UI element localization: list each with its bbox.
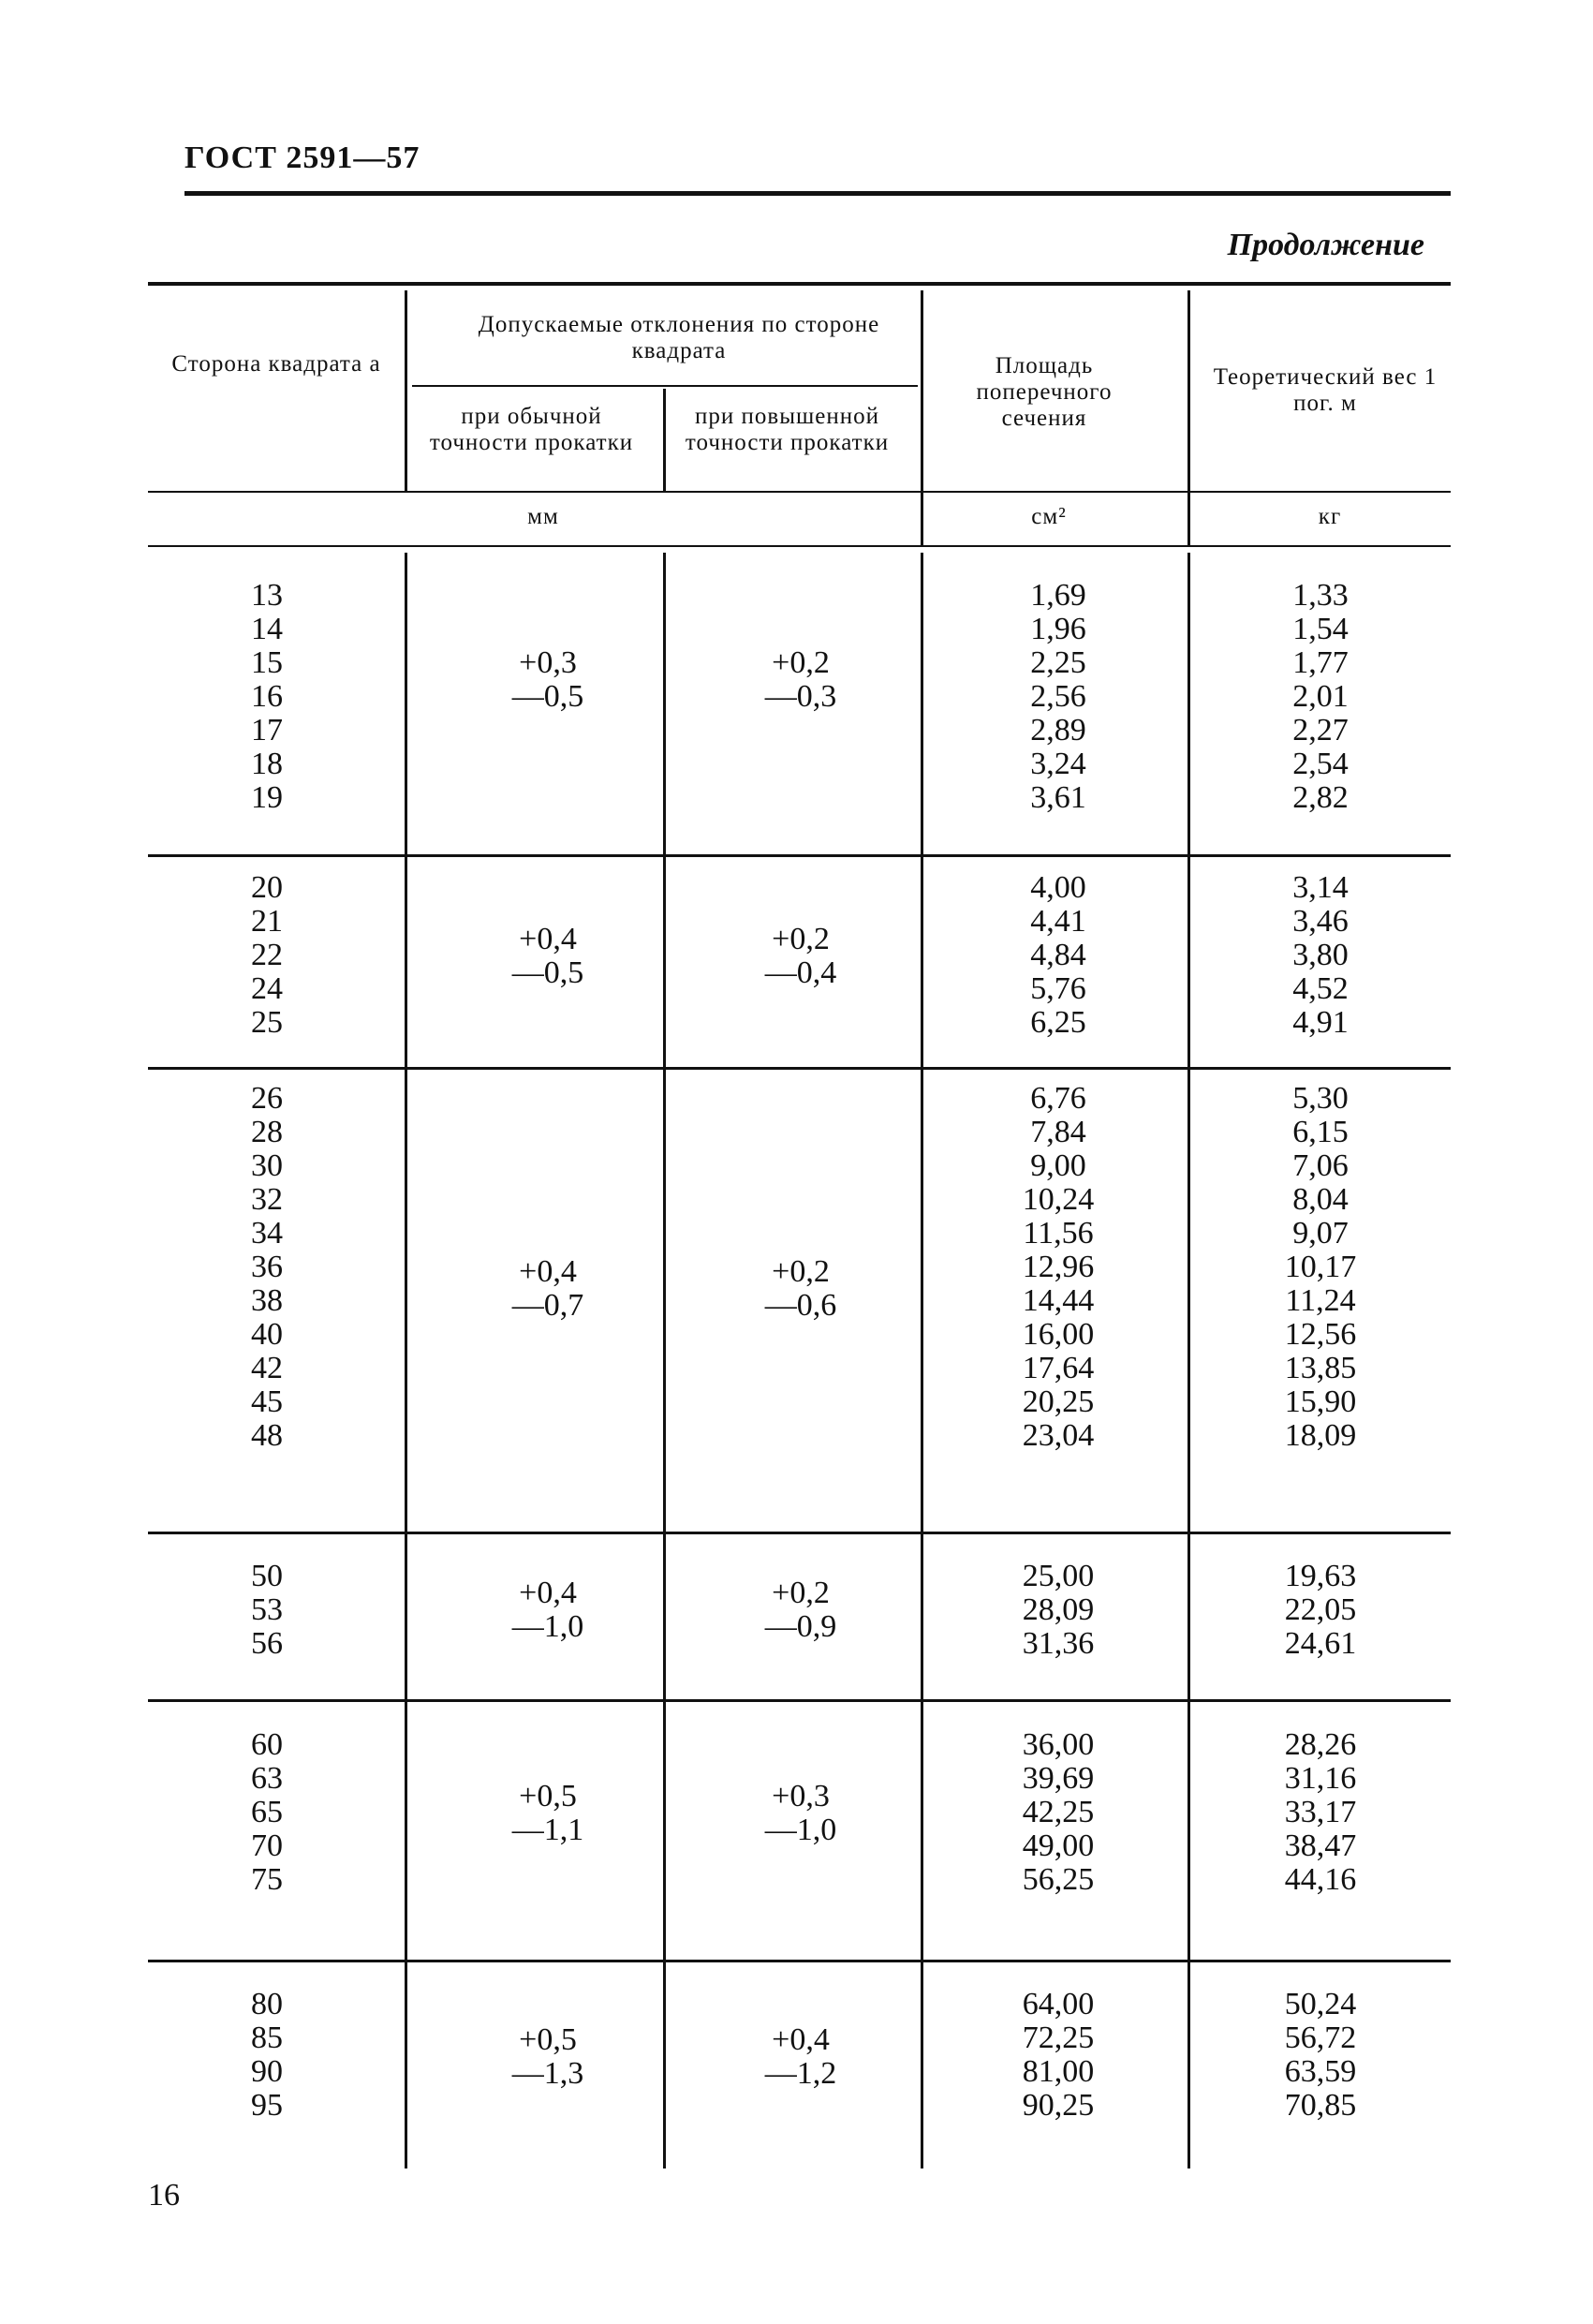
group-separator [148,1960,1451,1962]
page-number: 16 [148,2178,180,2213]
header-vline-2 [663,389,666,491]
group-4-weights: 19,63 22,05 24,61 [1284,1559,1357,1661]
continuation-label: Продолжение [1227,228,1424,262]
group-2-normal: +0,4 —0,5 [511,922,584,990]
group-2-sides: 20 21 22 24 25 [251,870,283,1040]
body-vline-1 [405,553,407,2169]
header-area: Площадь поперечного сечения [976,353,1113,431]
header-increased: при повышенной точности прокатки [685,404,890,455]
unit-mm: мм [527,504,559,529]
group-4-increased: +0,2 —0,9 [764,1576,837,1644]
group-5-areas: 36,00 39,69 42,25 49,00 56,25 [1022,1727,1095,1897]
group-1-weights: 1,33 1,54 1,77 2,01 2,27 2,54 2,82 [1292,578,1349,815]
header-vline-3 [921,290,923,545]
group-separator [148,1067,1451,1070]
group-5-sides: 60 63 65 70 75 [251,1727,283,1897]
group-2-areas: 4,00 4,41 4,84 5,76 6,25 [1030,870,1086,1040]
group-4-areas: 25,00 28,09 31,36 [1022,1559,1095,1661]
group-separator [148,854,1451,857]
group-4-normal: +0,4 —1,0 [511,1576,584,1644]
units-bottom-rule [148,545,1451,547]
body-vline-3 [921,553,923,2169]
group-1-increased: +0,2 —0,3 [764,645,837,714]
group-1-normal: +0,3 —0,5 [511,645,584,714]
group-5-weights: 28,26 31,16 33,17 38,47 44,16 [1284,1727,1357,1897]
group-6-sides: 80 85 90 95 [251,1987,283,2123]
group-6-normal: +0,5 —1,3 [511,2022,584,2091]
unit-weight: кг [1318,504,1342,529]
body-vline-2 [663,553,666,2169]
header-normal: при обычной точности прокатки [429,404,634,455]
group-3-increased: +0,2 —0,6 [764,1254,837,1323]
group-separator [148,1532,1451,1534]
group-separator [148,1699,1451,1702]
header-vline-4 [1187,290,1190,545]
group-6-areas: 64,00 72,25 81,00 90,25 [1022,1987,1095,2123]
group-1-areas: 1,69 1,96 2,25 2,56 2,89 3,24 3,61 [1030,578,1086,815]
group-5-increased: +0,3 —1,0 [764,1779,837,1847]
group-3-normal: +0,4 —0,7 [511,1254,584,1323]
group-2-increased: +0,2 —0,4 [764,922,837,990]
group-3-areas: 6,76 7,84 9,00 10,24 11,56 12,96 14,44 16,00 17,64 20,25 23,04 [1022,1081,1095,1453]
group-3-weights: 5,30 6,15 7,06 8,04 9,07 10,17 11,24 12,56 13,85 15,90 18,09 [1284,1081,1357,1453]
body-vline-4 [1187,553,1190,2169]
table-top-rule [148,282,1451,286]
header-vline-1 [405,290,407,491]
group-4-sides: 50 53 56 [251,1559,283,1661]
group-6-weights: 50,24 56,72 63,59 70,85 [1284,1987,1357,2123]
header-weight: Теоретический вес 1 пог. м [1213,364,1438,416]
group-1-sides: 13 14 15 16 17 18 19 [251,578,283,815]
header-bottom-rule [148,491,1451,493]
header-deviations: Допускаемые отклонения по стороне квадрата [478,312,880,363]
group-3-sides: 26 28 30 32 34 36 38 40 42 45 48 [251,1081,283,1453]
header-side: Сторона квадрата а [171,351,381,377]
group-6-increased: +0,4 —1,2 [764,2022,837,2091]
document-header: ГОСТ 2591—57 [184,141,420,175]
group-2-weights: 3,14 3,46 3,80 4,52 4,91 [1292,870,1349,1040]
header-rule [184,191,1451,196]
unit-area: см² [1031,504,1067,529]
header-sub-rule [412,385,918,387]
group-5-normal: +0,5 —1,1 [511,1779,584,1847]
